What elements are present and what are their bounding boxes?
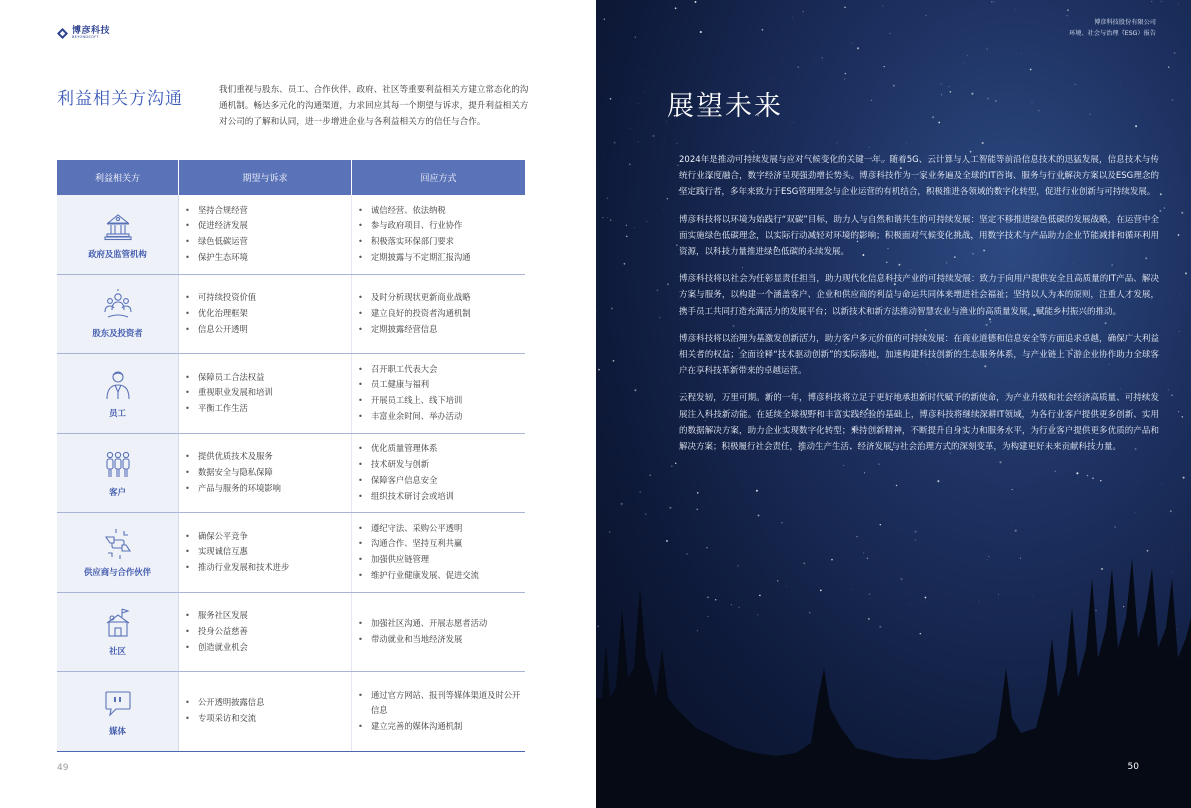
star [1171,395,1172,396]
star [845,73,846,74]
expectations-list [179,195,352,274]
expectations-list [179,434,352,513]
star [1038,110,1040,112]
star [792,17,793,18]
stakeholder-cell [57,354,179,433]
star [1115,526,1116,527]
star [621,503,623,505]
paragraph: 2024年是推动可持续发展与应对气候变化的关键一年。随着5G、云计算与人工智能等前沿信息技术的迅猛发展，信息技术与传统行业深度融合，数字经济呈现强劲增长势头。博彦科技作为一家业务遍及全球的IT咨询、服务与行业解决方案以及ESG理念的坚定践行者，多年来致力于ESG管理理念与企业运营的有机结合，积极推进各领域的数字化转型，促进行业创新与可持续发展。 [679,155,1159,198]
responses-list [352,434,525,513]
star [676,143,677,144]
star [915,540,916,541]
list-item: • 开展员工线上、线下培训 [358,393,525,409]
star [1172,99,1173,100]
star [756,490,758,492]
stakeholder-name: 股东及投资者 [92,328,143,339]
responses-list [352,354,525,433]
header-responses: 回应方式 [420,174,457,184]
star [626,236,627,237]
list-item: • 可持续投资价值 [185,290,351,306]
star [1067,9,1069,11]
media-icon [103,686,133,720]
section-title: 利益相关方沟通 [57,89,183,109]
shareholders-icon [103,288,133,322]
star [1135,512,1136,513]
star [971,93,973,95]
star [653,135,655,137]
star [856,536,857,537]
responses-list [352,195,525,274]
list-item: • 实现诚信互惠 [185,544,351,560]
star [613,360,615,362]
customers-icon [103,447,133,481]
list-item: • 推动行业发展和技术进步 [185,560,351,576]
right-page [596,0,1191,808]
list-item: • 信息公开透明 [185,322,351,338]
star [626,225,627,226]
star [664,141,665,142]
stakeholder-cell [57,275,179,354]
star [1087,475,1088,476]
star [1179,331,1180,332]
star [607,198,609,200]
list-item: • 促进经济发展 [185,218,351,234]
star [871,100,872,101]
list-item: • 保护生态环境 [185,250,351,266]
star [1174,52,1176,54]
star [629,164,630,165]
star [950,91,952,93]
company-logo [57,27,110,40]
star [634,227,635,228]
expectations-list [179,354,352,433]
list-item: • 数据安全与隐私保障 [185,465,351,481]
list-item: • 诚信经营、依法纳税 [358,203,525,219]
list-item: • 产品与服务的环境影响 [185,481,351,497]
star [762,29,764,31]
star [991,1,992,2]
report-header [1069,17,1156,39]
table-header [57,160,525,195]
table-row [57,434,525,514]
responses-list [352,275,525,354]
star [937,480,939,482]
list-item: • 加强供应链管理 [358,552,525,568]
list-item: • 沟通合作、坚持互利共赢 [358,536,525,552]
star [1178,234,1180,236]
star [659,317,660,318]
logo-text-en: BEYONDSOFT [72,35,99,39]
star [1161,1,1162,2]
expectations-list [179,275,352,354]
star [614,142,616,144]
star [647,221,648,222]
star [1015,9,1016,10]
government-building-icon [103,209,133,243]
star [987,48,988,49]
list-item: • 绿色低碳运营 [185,234,351,250]
star [1161,484,1162,485]
list-item: • 投身公益慈善 [185,624,351,640]
star [938,122,940,124]
list-item: • 优化治理框架 [185,306,351,322]
list-item: • 专项采访和交流 [185,711,351,727]
list-item: • 组织技术研讨会或培训 [358,489,525,505]
stakeholder-name: 社区 [109,646,126,657]
star [667,198,668,199]
star [639,491,641,493]
list-item: • 遵纪守法、采购公平透明 [358,521,525,537]
table-row [57,195,525,275]
list-item: • 维护行业健康发展、促进交流 [358,568,525,584]
star [803,11,804,12]
star [844,7,845,8]
table-row [57,513,525,593]
star [982,142,984,144]
list-item: • 服务社区发展 [185,608,351,624]
star [697,492,699,494]
star [671,465,673,467]
star [1137,482,1138,483]
page-number: 49 [57,763,69,773]
expectations-list [179,593,352,672]
star [941,94,942,95]
star [883,6,884,7]
list-item: • 加强社区沟通、开展志愿者活动 [358,616,525,632]
star [869,147,870,148]
list-item: • 技术研发与创新 [358,457,525,473]
star [822,57,823,58]
stakeholder-cell [57,195,179,274]
star [602,217,604,219]
star [949,86,950,87]
star [641,70,642,71]
expectations-list [179,672,352,751]
star [1089,114,1090,115]
page-title: 展望未来 [667,91,783,122]
star [932,116,934,118]
star [609,532,610,533]
star [781,522,782,523]
responses-list [352,593,525,672]
stakeholder-cell [57,672,179,751]
star [1076,472,1078,474]
paragraph: 博彦科技将以治理为基激发创新活力，助力客户多元价值的可持续发展：在商业道德和信息安全等方面追求卓越，确保广大利益相关者的权益；全面诠释“技术驱动创新”的实际落地，加速构建科技创新的生态服务体系，与产业链上下游企业协作助力全球客户在享科技革新带来的卓越运营。 [679,333,1159,377]
star [635,37,636,38]
star [864,472,865,473]
list-item: • 参与政府项目、行业协作 [358,218,525,234]
list-item: • 创造就业机会 [185,640,351,656]
star [964,63,965,64]
star [1066,87,1067,88]
star [1075,84,1076,85]
star [1054,470,1056,472]
star [836,142,837,143]
star [1178,411,1179,412]
responses-list [352,672,525,751]
stakeholder-cell [57,434,179,513]
star [1135,125,1137,127]
list-item: • 坚持合规经营 [185,203,351,219]
star [1183,477,1185,479]
star [896,485,897,486]
stakeholder-cell [57,513,179,592]
star [1120,82,1121,83]
star [676,244,678,246]
star [857,47,859,49]
star [1159,210,1161,212]
star [1011,522,1012,523]
list-item: • 公开透明披露信息 [185,695,351,711]
star [926,15,927,16]
star [610,219,611,220]
star [1185,272,1187,274]
star [667,283,669,285]
star [1021,53,1022,54]
star [666,540,668,542]
star [598,369,600,371]
list-item: • 员工健康与福利 [358,377,525,393]
star [1030,69,1032,71]
stakeholder-name: 媒体 [109,725,126,736]
employee-icon [103,368,133,402]
list-item: • 定期披露经营信息 [358,322,525,338]
star [624,263,626,265]
intro-paragraph: 我们重视与股东、员工、合作伙伴、政府、社区等重要利益相关方建立常态化的沟通机制。畅达多元化的沟通渠道，力求回应其每一个期望与诉求，提升利益相关方对公司的了解和认同，进一步增进企业与各利益相关方的信任与合作。 [219,85,529,127]
logo-text-cn: 博彦科技 [72,26,111,36]
star [638,142,639,143]
star [657,289,659,291]
header-stakeholder: 利益相关方 [57,160,179,195]
star [995,100,996,101]
star [1168,389,1169,390]
stakeholder-table [57,160,525,752]
star [844,79,845,80]
logo-mark-icon [57,28,68,39]
star [967,55,968,56]
star [1151,1,1152,2]
star [604,157,605,158]
star [758,514,760,516]
star [649,474,651,476]
star [1015,530,1017,532]
list-item: • 重视职业发展和培训 [185,385,351,401]
company-name: 博彦科技股份有限公司 [1094,19,1156,26]
star [604,19,605,20]
star [645,514,646,515]
list-item: • 通过官方网站、报刊等媒体渠道及时公开信息 [358,688,525,720]
star [743,483,744,484]
star [638,103,639,104]
star [663,210,664,211]
star [1168,66,1169,67]
star [700,31,702,33]
star [696,509,697,510]
star [994,2,995,3]
star [1164,207,1165,208]
table-row [57,593,525,673]
star [695,1,697,3]
report-name: 环境、社会与治理（ESG）报告 [1069,30,1156,37]
stakeholder-name: 员工 [109,407,126,418]
outlook-body [679,152,1159,466]
star [1174,183,1175,184]
star [793,122,794,123]
list-item: • 建立良好的投资者沟通机制 [358,306,525,322]
paragraph: 博彦科技将以环境为始践行“双碳”目标，助力人与自然和谐共生的可持续发展：坚定不移推进绿色低碳的发展战略，在运营中全面实施绿色低碳理念，以实际行动减轻对环境的影响；积极面对气候变化挑战，用数字技术与产品助力企业节能减排和循环利用资源，以科技力量推进绿色低碳的永续发展。 [679,214,1159,258]
star [607,217,608,218]
list-item: • 定期披露与不定期汇报沟通 [358,250,525,266]
star [1100,480,1101,481]
star [644,92,645,93]
star [906,143,907,144]
star [1032,102,1033,103]
table-row [57,354,525,434]
star [1066,15,1067,16]
list-item: • 积极落实环保部门要求 [358,234,525,250]
stakeholder-name: 客户 [109,487,126,498]
star [1012,489,1013,490]
star [941,83,942,84]
star [1107,516,1108,517]
star [880,524,881,525]
star [1182,416,1184,418]
list-item: • 优化质量管理体系 [358,441,525,457]
community-icon [103,606,133,640]
list-item: • 提供优质技术及服务 [185,449,351,465]
list-item: • 确保公平竞争 [185,529,351,545]
responses-list [352,513,525,592]
star [596,311,597,312]
star [893,85,895,87]
star [987,98,989,100]
page-number: 50 [1127,762,1139,772]
partnership-icon [103,527,133,561]
star [675,463,676,464]
table-row [57,672,525,752]
list-item: • 保障员工合法权益 [185,370,351,386]
stakeholder-name: 供应商与合作伙伴 [84,566,151,577]
star [1181,212,1183,214]
forest-silhouette [596,548,1191,808]
paragraph: 博彦科技将以社会为任彰显责任担当，助力现代化信息科技产业的可持续发展：致力于向用户提供安全且高质量的IT产品、解决方案与服务，以构建一个涵盖客户、企业和供应商的利益与命运共同体来增进社会福祉；坚持以人为本的原则，注重人才发展，携手员工共同打造充满活力的发展平台；以新技术和新方法推动智慧农业与渔业的高质量发展，赋能乡村振兴的推动。 [679,274,1159,317]
list-item: • 召开职工代表大会 [358,362,525,378]
star [1178,3,1179,4]
star [884,66,885,67]
star [1170,510,1172,512]
paragraph: 云程发轫，万里可期。新的一年，博彦科技将立足于更好地承担新时代赋予的新使命，为产业升级和社会经济高质量、可持续发展注入科技新动能。在延续全球视野和丰富实践经验的基础上，博彦科技将继续深耕IT领域，为各行业客户提供更多创新、实用的数据解决方案，助力企业实现数字化转型；秉持创新精神，不断提升自身实力和服务水平，为行业客户提供更多优质的产品和解决方案；积极履行社会责任，推动生产生活、经济发展与社会治理方式的深刻变革，为构建更好未来贡献科技力量。 [679,393,1159,453]
star [630,128,631,129]
star [675,7,677,9]
star [915,531,917,533]
list-item: • 建立完善的媒体沟通机制 [358,719,525,735]
star [1176,113,1177,114]
star [611,307,613,309]
stakeholder-cell [57,593,179,672]
star [770,79,771,80]
star [852,43,853,44]
star [1160,193,1162,195]
stakeholder-name: 政府及监管机构 [88,248,147,259]
table-row [57,275,525,355]
star [1092,477,1094,479]
star [610,98,612,100]
list-item: • 及时分析现状更新商业战略 [358,290,525,306]
list-item: • 保障客户信息安全 [358,473,525,489]
star [634,389,636,391]
star [696,24,697,25]
list-item: • 带动就业和当地经济发展 [358,632,525,648]
expectations-list [179,513,352,592]
star [889,33,890,34]
list-item: • 平衡工作生活 [185,401,351,417]
star [797,66,799,68]
list-item: • 丰富业余时间、举办活动 [358,409,525,425]
header-expectations: 期望与诉求 [179,160,352,195]
star [669,507,671,509]
